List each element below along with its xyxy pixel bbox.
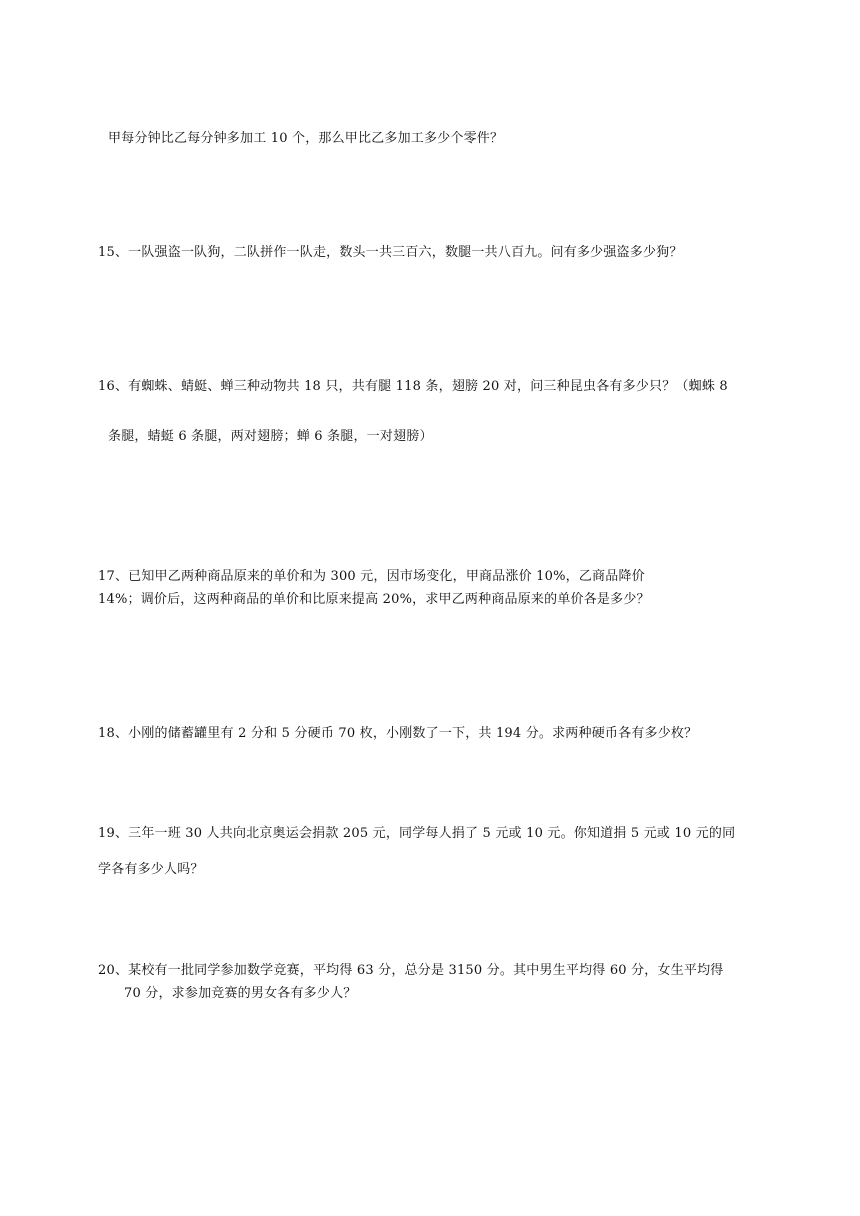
problem-17-line-1: 17、已知甲乙两种商品原来的单价和为 300 元，因市场变化，甲商品涨价 10%，乙商品降价 (98, 569, 645, 584)
problem-19-line-2: 学各有多少人吗？ (98, 862, 204, 877)
problem-20-line-1: 20、某校有一批同学参加数学竞赛，平均得 63 分，总分是 3150 分。其中男生平均得 60 分，女生平均得 (98, 963, 724, 978)
problem-18: 18、小刚的储蓄罐里有 2 分和 5 分硬币 70 枚，小刚数了一下，共 194 分。求两种硬币各有多少枚？ (98, 726, 698, 741)
problem-17-line-2: 14%；调价后，这两种商品的单价和比原来提高 20%，求甲乙两种商品原来的单价各是多少？ (98, 592, 650, 607)
problem-20-line-2: 70 分，求参加竞赛的男女各有多少人？ (124, 986, 357, 1001)
problem-19-line-1: 19、三年一班 30 人共向北京奥运会捐款 205 元，同学每人捐了 5 元或 10 元。你知道捐 5 元或 10 元的同 (98, 826, 736, 841)
problem-16-line-2: 条腿，蜻蜓 6 条腿，两对翅膀；蝉 6 条腿，一对翅膀） (108, 429, 433, 444)
problem-16-line-1: 16、有蜘蛛、蜻蜓、蝉三种动物共 18 只，共有腿 118 条，翅膀 20 对，问三种昆虫各有多少只？（蜘蛛 8 (98, 379, 728, 394)
problem-14-continuation: 甲每分钟比乙每分钟多加工 10 个，那么甲比乙多加工多少个零件？ (108, 131, 504, 146)
problem-15: 15、一队强盗一队狗，二队拼作一队走，数头一共三百六，数腿一共八百九。问有多少强盗多少狗？ (98, 245, 683, 260)
